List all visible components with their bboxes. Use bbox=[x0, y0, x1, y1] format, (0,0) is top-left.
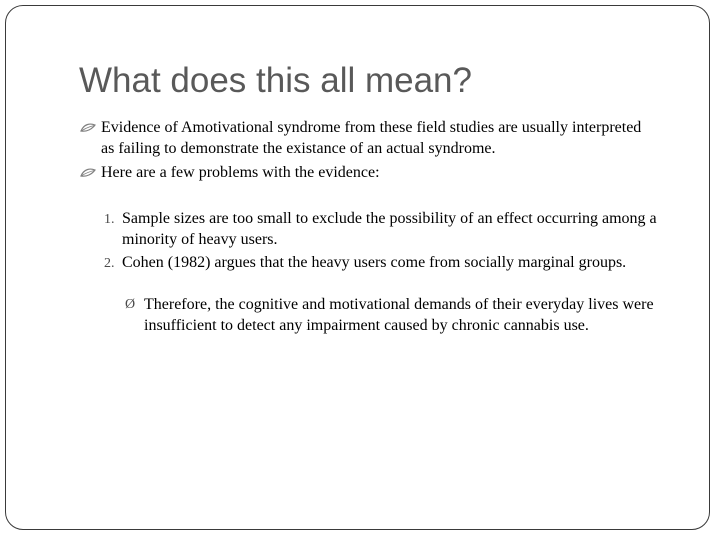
numbered-text: Sample sizes are too small to exclude the possibility of an effect occurring among a minority of heavy users. bbox=[122, 210, 657, 248]
sub-bullet-text: Therefore, the cognitive and motivational demands of their everyday lives were insufficient to detect any impairment caused by chronic cannabis use. bbox=[144, 296, 654, 334]
bullet-text: Here are a few problems with the evidence: bbox=[101, 164, 380, 181]
bullet-text: Evidence of Amotivational syndrome from these field studies are usually interpreted as failing to demonstrate the existance of an actual syndrome. bbox=[101, 119, 642, 157]
numbered-text: Cohen (1982) argues that the heavy users come from socially marginal groups. bbox=[122, 254, 627, 271]
bullet-item bbox=[80, 117, 650, 159]
numbered-item bbox=[104, 208, 684, 250]
item-number: 1. bbox=[104, 212, 115, 227]
arrow-bullet-icon: Ø bbox=[125, 297, 136, 312]
sub-bullet-item bbox=[125, 294, 685, 336]
leaf-bullet-icon bbox=[80, 168, 96, 178]
leaf-bullet-icon bbox=[80, 123, 96, 133]
bullet-item bbox=[80, 162, 650, 183]
numbered-item bbox=[104, 252, 684, 273]
slide-title: What does this all mean? bbox=[79, 61, 472, 100]
item-number: 2. bbox=[104, 256, 115, 271]
